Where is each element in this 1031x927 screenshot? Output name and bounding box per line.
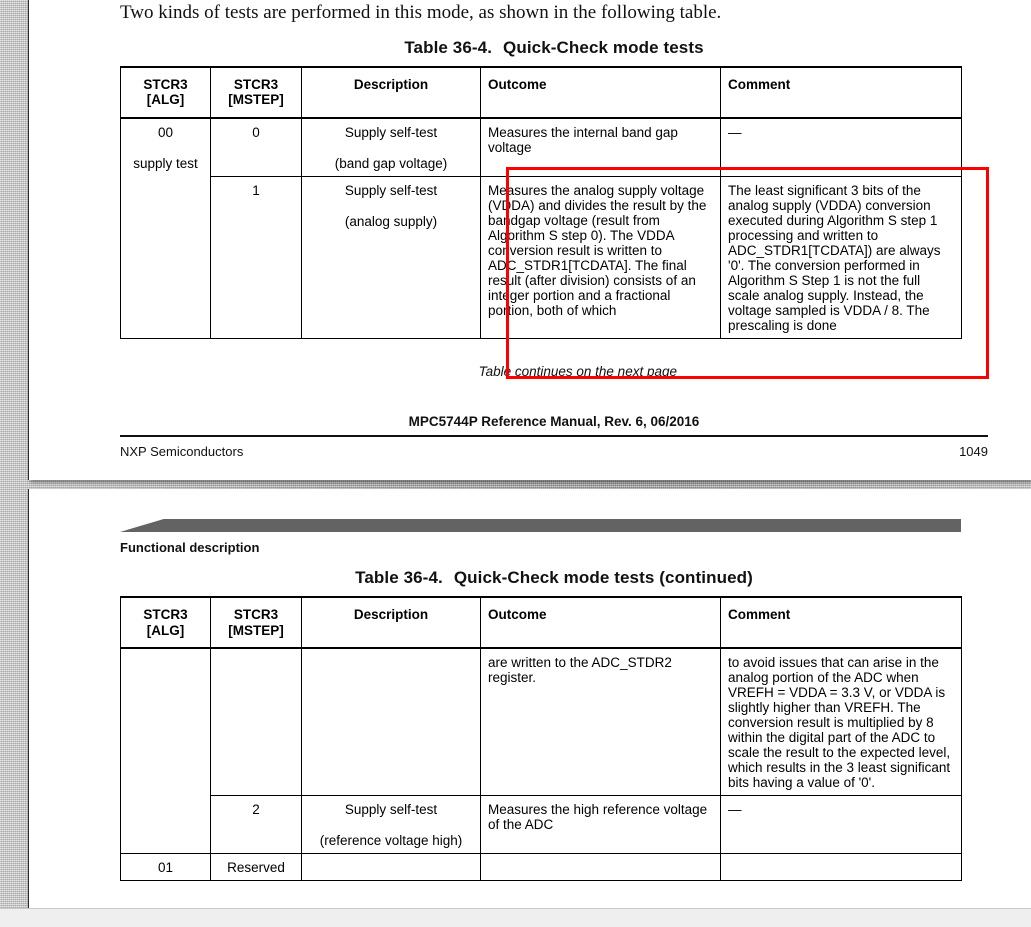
intro-paragraph: Two kinds of tests are performed in this mode, as shown in the following table. bbox=[120, 2, 722, 23]
column-header-outcome: Outcome bbox=[481, 597, 721, 648]
cell-outcome: Measures the high reference voltage of the ADC bbox=[481, 796, 721, 854]
cell-comment bbox=[721, 854, 962, 881]
cell-comment: — bbox=[721, 796, 962, 854]
cell-description bbox=[302, 854, 481, 881]
table-header-row bbox=[121, 67, 962, 118]
column-header-outcome: Outcome bbox=[481, 67, 721, 118]
table-title-page2 bbox=[120, 568, 988, 588]
column-header-comment: Comment bbox=[721, 67, 962, 118]
table-number: Table 36-4. bbox=[355, 568, 443, 587]
document-page-2 bbox=[28, 489, 1031, 908]
cell-description bbox=[302, 648, 481, 796]
cell-mstep bbox=[211, 648, 302, 796]
cell-description: Supply self-test (analog supply) bbox=[302, 176, 481, 338]
chapter-name: Functional description bbox=[120, 540, 260, 555]
column-header-stcr3-mstep: STCR3 [MSTEP] bbox=[211, 67, 302, 118]
table-row bbox=[121, 648, 962, 796]
table-row bbox=[121, 796, 962, 854]
cell-outcome bbox=[481, 854, 721, 881]
cell-comment: The least significant 3 bits of the analog supply (VDDA) conversion executed during Algorithm S step 1 processing and written to ADC_STDR1[TCDATA]) are always '0'. The conversion performed in Algorithm S Step 1 is not the full scale analog supply. Instead, the voltage sampled is VDDA / 8. The prescaling is done bbox=[721, 176, 962, 338]
column-header-stcr3-alg: STCR3 [ALG] bbox=[121, 597, 211, 648]
table-caption: Quick-Check mode tests (continued) bbox=[453, 568, 753, 587]
table-title-page1 bbox=[120, 38, 988, 58]
column-header-comment: Comment bbox=[721, 597, 962, 648]
table-row bbox=[121, 176, 962, 338]
table-continues-note: Table continues on the next page bbox=[478, 364, 677, 379]
footer-company: NXP Semiconductors bbox=[120, 444, 244, 459]
cell-mstep: 2 bbox=[211, 796, 302, 854]
table-number: Table 36-4. bbox=[404, 37, 493, 57]
chapter-banner-shape bbox=[120, 519, 961, 532]
cell-alg bbox=[121, 648, 211, 854]
cell-outcome: Measures the analog supply voltage (VDDA) and divides the result by the bandgap voltage (result from Algorithm S step 0). The VDDA conversion result is written to ADC_STDR1[TCDATA]. The final result (after division) consists of an integer portion and a fractional portion, both of which bbox=[481, 176, 721, 338]
quick-check-mode-tests-table-continued bbox=[120, 596, 962, 881]
footer-manual-title: MPC5744P Reference Manual, Rev. 6, 06/2016 bbox=[408, 414, 700, 429]
cell-alg: 00 supply test bbox=[121, 118, 211, 339]
footer-divider bbox=[120, 435, 988, 437]
cell-comment: — bbox=[721, 118, 962, 177]
cell-description: Supply self-test (reference voltage high) bbox=[302, 796, 481, 854]
column-header-description: Description bbox=[302, 597, 481, 648]
document-page-1 bbox=[28, 0, 1031, 480]
cell-alg: 01 bbox=[121, 854, 211, 881]
table-caption: Quick-Check mode tests bbox=[503, 37, 704, 57]
cell-mstep: 0 bbox=[211, 118, 302, 177]
footer-page-number: 1049 bbox=[959, 444, 988, 459]
column-header-stcr3-alg: STCR3 [ALG] bbox=[121, 67, 211, 118]
table-row bbox=[121, 854, 962, 881]
page-footer bbox=[120, 414, 988, 459]
cell-description: Supply self-test (band gap voltage) bbox=[302, 118, 481, 177]
cell-comment: to avoid issues that can arise in the analog portion of the ADC when VREFH = VDDA = 3.3 V, or VDDA is slightly higher than VREFH. The conversion result is multiplied by 8 within the digital part of the ADC to scale the result to the expected level, which results in the 3 least significant bits having a value of '0'. bbox=[721, 648, 962, 796]
table-header-row bbox=[121, 597, 962, 648]
cell-outcome: are written to the ADC_STDR2 register. bbox=[481, 648, 721, 796]
column-header-description: Description bbox=[302, 67, 481, 118]
viewer-bottom-bar bbox=[0, 908, 1031, 927]
column-header-stcr3-mstep: STCR3 [MSTEP] bbox=[211, 597, 302, 648]
table-row bbox=[121, 118, 962, 177]
cell-outcome: Measures the internal band gap voltage bbox=[481, 118, 721, 177]
cell-mstep: 1 bbox=[211, 176, 302, 338]
chapter-banner bbox=[120, 519, 961, 532]
cell-mstep: Reserved bbox=[211, 854, 302, 881]
quick-check-mode-tests-table bbox=[120, 66, 962, 339]
